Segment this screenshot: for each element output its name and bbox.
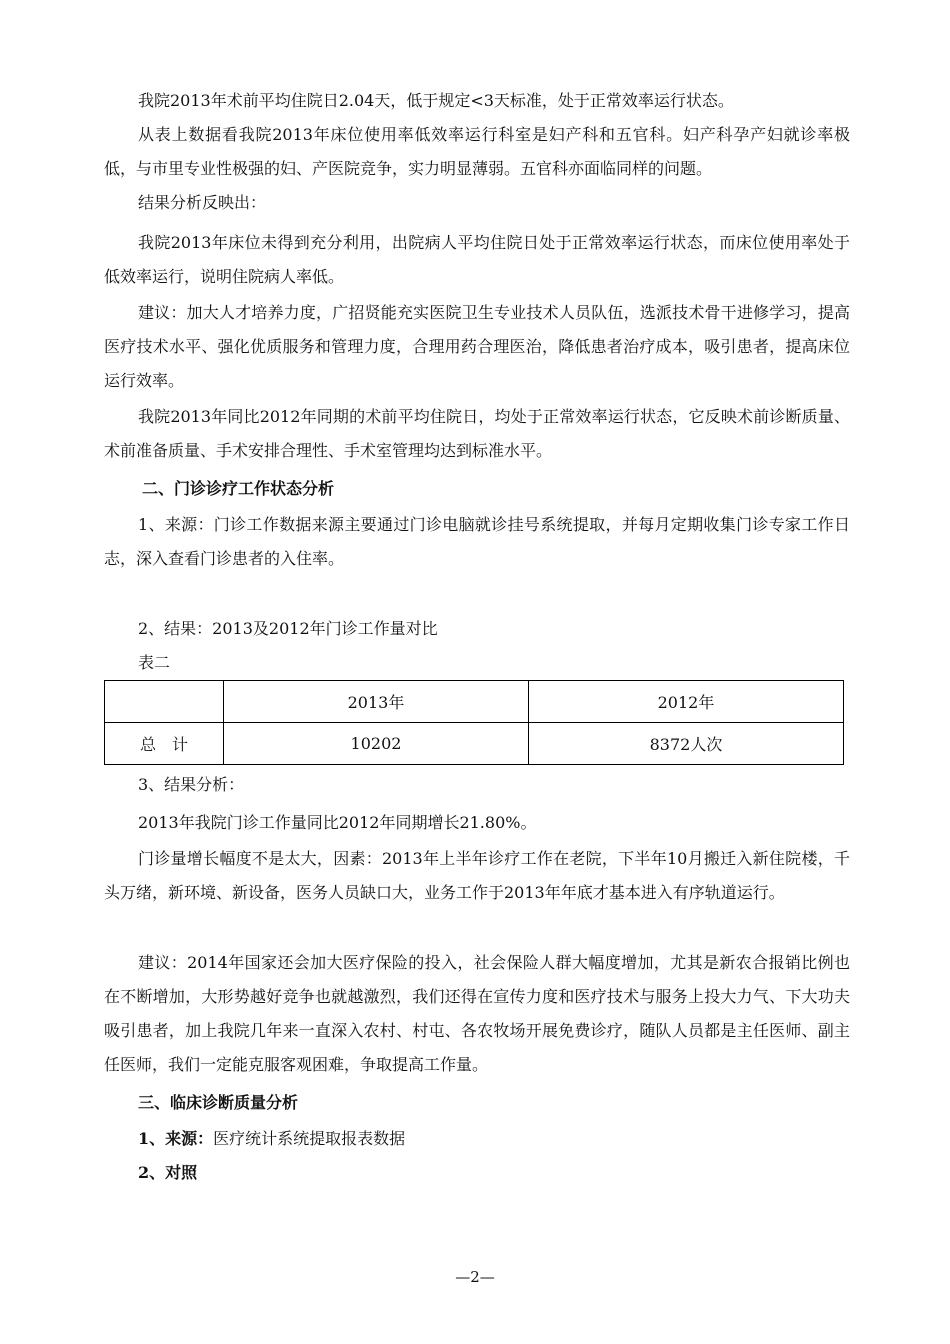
table-cell-label: 总 计 [105,723,224,765]
paragraph-preop-stay: 我院2013年术前平均住院日2.04天，低于规定<3天标准，处于正常效率运行状态。 [138,91,734,110]
table-header-row [105,681,844,723]
paragraph-suggestion-2: 建议：2014年国家还会加大医疗保险的投入，社会保险人群大幅度增加，尤其是新农合报销比例也在不断增加，大形势越好竞争也就越激烈，我们还得在宣传力度和医疗技术与服务上投大力气、下大功夫吸引患者，加上我院几年来一直深入农村、村屯、各农牧场开展免费诊疗，随队人员都是主任医师、副主任医师，我们一定能克服客观困难，争取提高工作量。 [104,953,850,1074]
table-row [105,723,844,765]
subsection-source-label: 1、来源： [138,1129,214,1148]
paragraph-analysis-title: 3、结果分析： [138,775,245,794]
paragraph-source: 1、来源：门诊工作数据来源主要通过门诊电脑就诊挂号系统提取，并每月定期收集门诊专家工作日志，深入查看门诊患者的入住率。 [104,515,850,568]
paragraph-bed-utilization: 我院2013年床位未得到充分利用，出院病人平均住院日处于正常效率运行状态，而床位使用率处于低效率运行，说明住院病人率低。 [104,233,850,286]
section-heading-diagnosis: 三、临床诊断质量分析 [138,1093,299,1112]
subsection-comparison: 2、对照 [138,1163,198,1182]
table-header-cell [105,681,224,723]
subsection-source [138,1122,405,1156]
paragraph-bed-usage: 从表上数据看我院2013年床位使用率低效率运行科室是妇产科和五官科。妇产科孕产妇就诊率极低，与市里专业性极强的妇、产医院竞争，实力明显薄弱。五官科亦面临同样的问题。 [104,125,850,178]
table-cell-2012: 8372人次 [529,723,844,765]
table-caption: 表二 [138,653,171,672]
section-heading-outpatient: 二、门诊诊疗工作状态分析 [142,479,335,498]
outpatient-comparison-table [104,680,844,765]
table-header-cell: 2012年 [529,681,844,723]
page-number: —2— [455,1268,495,1286]
table-cell-2013: 10202 [224,723,529,765]
paragraph-suggestion-1: 建议：加大人才培养力度，广招贤能充实医院卫生专业技术人员队伍，选派技术骨干进修学习，提高医疗技术水平、强化优质服务和管理力度，合理用药合理医治，降低患者治疗成本，吸引患者，提高床位运行效率。 [104,303,850,390]
paragraph-growth-factors: 门诊量增长幅度不是太大，因素：2013年上半年诊疗工作在老院，下半年10月搬迁入新住院楼，千头万绪，新环境、新设备，医务人员缺口大，业务工作于2013年年底才基本进入有序轨道运行。 [104,849,850,902]
table-header-cell: 2013年 [224,681,529,723]
paragraph-preop-comparison: 我院2013年同比2012年同期的术前平均住院日，均处于正常效率运行状态，它反映术前诊断质量、术前准备质量、手术安排合理性、手术室管理均达到标准水平。 [104,407,850,460]
paragraph-analysis-intro: 结果分析反映出： [138,193,267,212]
paragraph-result-title: 2、结果：2013及2012年门诊工作量对比 [138,619,438,638]
paragraph-growth: 2013年我院门诊工作量同比2012年同期增长21.80%。 [138,813,537,832]
subsection-source-text: 医疗统计系统提取报表数据 [213,1129,406,1148]
